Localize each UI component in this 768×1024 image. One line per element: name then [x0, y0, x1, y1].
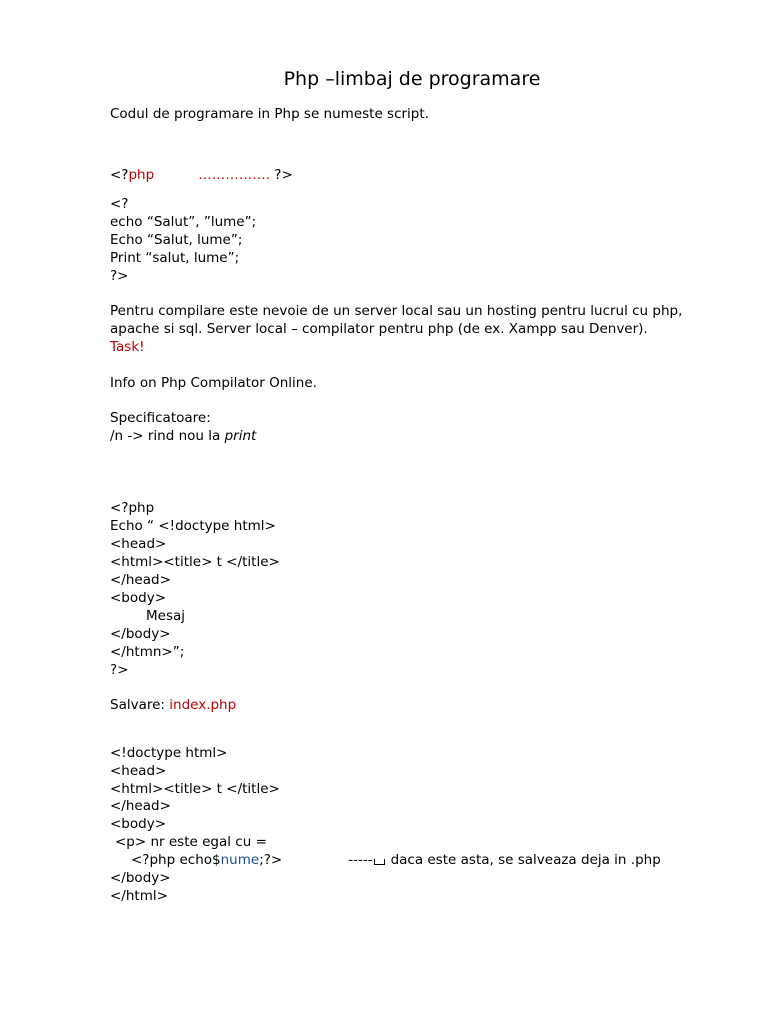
html-line: <!doctype html> — [110, 745, 228, 761]
php-html-line: <head> — [110, 536, 167, 552]
php-html-line: </body> — [110, 626, 171, 642]
php-echo-line — [131, 851, 661, 869]
echo-line: echo “Salut”, ”lume”; — [110, 214, 257, 230]
php-echo-text: <?php echo$ — [131, 852, 221, 868]
info-text: Info on Php Compilator Online. — [110, 375, 317, 391]
spec-line — [110, 427, 256, 445]
spec-title: Specificatoare: — [110, 410, 211, 426]
tag-php-keyword: php — [128, 167, 155, 183]
php-echo-close: ;?> — [259, 852, 283, 868]
intro-text: Codul de programare in Php se numeste script. — [110, 106, 429, 122]
html-line: </html> — [110, 888, 168, 904]
echo-line: ?> — [110, 268, 129, 284]
arrow-head-icon — [374, 859, 385, 865]
php-html-line: ?> — [110, 662, 129, 678]
php-html-line: <body> — [110, 590, 167, 606]
php-html-line: Echo “ <!doctype html> — [110, 518, 276, 534]
note-text: daca este asta, se salveaza deja in .php — [390, 852, 661, 868]
echo-line: Print “salut, lume”; — [110, 250, 240, 266]
compile-text-line: Pentru compilare este nevoie de un server local sau un hosting pentru lucrul cu php, — [110, 303, 683, 319]
tag-open: <? — [110, 167, 129, 183]
php-tag-line — [110, 166, 293, 184]
tag-close: ?> — [274, 167, 293, 183]
tag-dots: ……………. — [198, 167, 270, 183]
html-line: </head> — [110, 798, 171, 814]
php-html-line: <?php — [110, 500, 155, 516]
compile-text-line: apache si sql. Server local – compilator pentru php (de ex. Xampp sau Denver). — [110, 321, 648, 337]
variable-name: nume — [220, 852, 260, 868]
spec-line-italic: print — [224, 428, 257, 444]
spec-line-text: /n -> rind nou la — [110, 428, 225, 444]
echo-line: Echo “Salut, lume”; — [110, 232, 243, 248]
php-html-line: </head> — [110, 572, 171, 588]
save-label: Salvare: — [110, 697, 170, 713]
php-html-line: </htmn>”; — [110, 644, 185, 660]
echo-line: <? — [110, 196, 129, 212]
php-html-line: Mesaj — [146, 608, 186, 624]
html-line: <html><title> t </title> — [110, 781, 280, 797]
php-html-line: <html><title> t </title> — [110, 554, 280, 570]
html-line: <head> — [110, 763, 167, 779]
save-filename: index.php — [169, 697, 237, 713]
html-line: <body> — [110, 816, 167, 832]
html-line: <p> nr este egal cu = — [115, 834, 267, 850]
page-title: Php –limbaj de programare — [283, 68, 541, 90]
save-line — [110, 696, 236, 714]
dash-arrow: ----- — [348, 852, 373, 868]
task-label: Task! — [110, 339, 145, 355]
html-line: </body> — [110, 870, 171, 886]
